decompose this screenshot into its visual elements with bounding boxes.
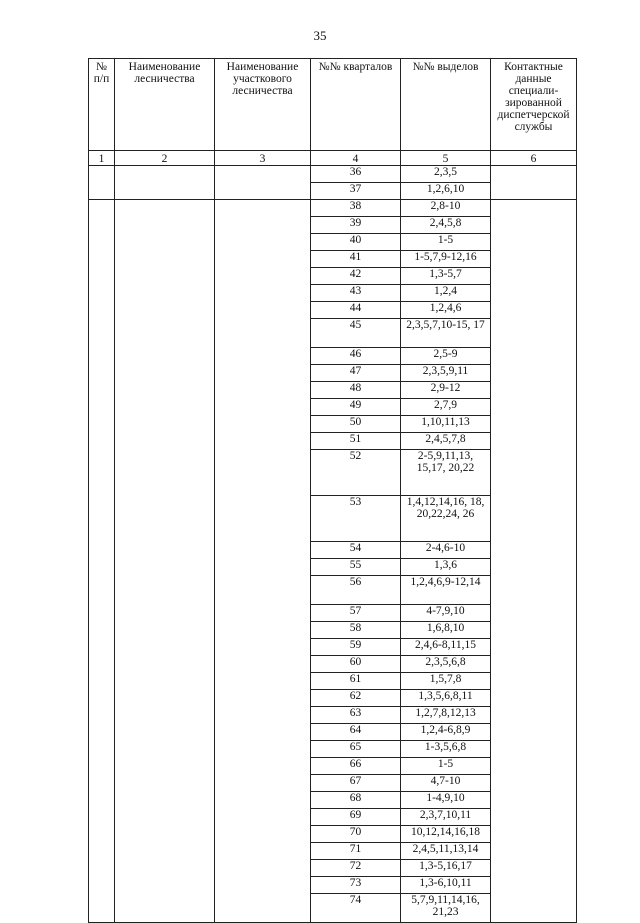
- plots-cell: 2,5-9: [401, 348, 491, 365]
- quarter-cell: 51: [311, 433, 401, 450]
- plots-cell: 2,3,5,9,11: [401, 365, 491, 382]
- quarter-cell: 74: [311, 894, 401, 923]
- plots-cell: 2,3,5,6,8: [401, 656, 491, 673]
- quarter-cell: 68: [311, 792, 401, 809]
- plots-cell: 1,3-5,7: [401, 268, 491, 285]
- plots-cell: 1,3-6,10,11: [401, 877, 491, 894]
- plots-cell: 4,7-10: [401, 775, 491, 792]
- plots-cell: 1,5,7,8: [401, 673, 491, 690]
- plots-cell: 1-4,9,10: [401, 792, 491, 809]
- quarter-cell: 66: [311, 758, 401, 775]
- quarter-cell: 63: [311, 707, 401, 724]
- empty-cell: [115, 200, 215, 923]
- plots-cell: 10,12,14,16,18: [401, 826, 491, 843]
- header-number-cell: 4: [311, 151, 401, 166]
- header-number-row: [89, 151, 577, 166]
- empty-cell: [115, 166, 215, 200]
- quarter-cell: 40: [311, 234, 401, 251]
- table-row: [89, 166, 577, 183]
- table-row: [89, 200, 577, 217]
- quarter-cell: 38: [311, 200, 401, 217]
- plots-cell: 1,2,4-6,8,9: [401, 724, 491, 741]
- quarter-cell: 46: [311, 348, 401, 365]
- plots-cell: 4-7,9,10: [401, 605, 491, 622]
- quarter-cell: 64: [311, 724, 401, 741]
- plots-cell: 1-3,5,6,8: [401, 741, 491, 758]
- quarter-cell: 58: [311, 622, 401, 639]
- quarter-cell: 56: [311, 576, 401, 605]
- plots-cell: 2-5,9,11,13, 15,17, 20,22: [401, 450, 491, 496]
- header-number-cell: 3: [215, 151, 311, 166]
- quarter-cell: 50: [311, 416, 401, 433]
- plots-cell: 1,4,12,14,16, 18, 20,22,24, 26: [401, 496, 491, 542]
- quarter-cell: 65: [311, 741, 401, 758]
- quarter-cell: 73: [311, 877, 401, 894]
- empty-cell: [215, 200, 311, 923]
- quarter-cell: 41: [311, 251, 401, 268]
- empty-cell: [215, 166, 311, 200]
- quarter-cell: 42: [311, 268, 401, 285]
- quarter-cell: 43: [311, 285, 401, 302]
- header-contacts: Контактные данные специали-зированной диспетчерской службы: [491, 59, 577, 151]
- plots-cell: 1-5,7,9-12,16: [401, 251, 491, 268]
- quarter-cell: 44: [311, 302, 401, 319]
- header-number: № п/п: [89, 59, 115, 151]
- quarter-cell: 71: [311, 843, 401, 860]
- header-district-forestry: Наименование участкового лесничества: [215, 59, 311, 151]
- plots-cell: 1,3-5,16,17: [401, 860, 491, 877]
- quarter-cell: 57: [311, 605, 401, 622]
- quarter-cell: 54: [311, 542, 401, 559]
- quarter-cell: 67: [311, 775, 401, 792]
- header-forestry: Наименование лесничества: [115, 59, 215, 151]
- quarter-cell: 36: [311, 166, 401, 183]
- plots-cell: 1,2,7,8,12,13: [401, 707, 491, 724]
- plots-cell: 2,3,5: [401, 166, 491, 183]
- quarter-cell: 52: [311, 450, 401, 496]
- header-number-cell: 2: [115, 151, 215, 166]
- quarter-cell: 37: [311, 183, 401, 200]
- plots-cell: 1-5: [401, 234, 491, 251]
- plots-cell: 1,3,6: [401, 559, 491, 576]
- page-number: 35: [313, 28, 327, 43]
- quarter-cell: 53: [311, 496, 401, 542]
- plots-cell: 2,3,5,7,10-15, 17: [401, 319, 491, 348]
- quarter-cell: 61: [311, 673, 401, 690]
- header-plots: №№ выделов: [401, 59, 491, 151]
- plots-cell: 5,7,9,11,14,16, 21,23: [401, 894, 491, 923]
- quarter-cell: 55: [311, 559, 401, 576]
- table-body-group-1: [89, 166, 577, 200]
- plots-cell: 1,6,8,10: [401, 622, 491, 639]
- contacts-cell: [491, 166, 577, 200]
- quarter-cell: 49: [311, 399, 401, 416]
- header-number-cell: 1: [89, 151, 115, 166]
- header-row: [89, 59, 577, 151]
- quarter-cell: 69: [311, 809, 401, 826]
- plots-cell: 1,2,4,6,9-12,14: [401, 576, 491, 605]
- header-quarters: №№ кварталов: [311, 59, 401, 151]
- quarter-cell: 60: [311, 656, 401, 673]
- quarter-cell: 70: [311, 826, 401, 843]
- quarter-cell: 72: [311, 860, 401, 877]
- header-number-cell: 6: [491, 151, 577, 166]
- quarter-cell: 47: [311, 365, 401, 382]
- plots-cell: 1,2,4: [401, 285, 491, 302]
- plots-cell: 2,9-12: [401, 382, 491, 399]
- forestry-table: [88, 58, 577, 923]
- quarter-cell: 39: [311, 217, 401, 234]
- plots-cell: 1-5: [401, 758, 491, 775]
- plots-cell: 2,7,9: [401, 399, 491, 416]
- plots-cell: 2,4,5,8: [401, 217, 491, 234]
- plots-cell: 2,4,6-8,11,15: [401, 639, 491, 656]
- plots-cell: 1,2,4,6: [401, 302, 491, 319]
- quarter-cell: 62: [311, 690, 401, 707]
- plots-cell: 1,3,5,6,8,11: [401, 690, 491, 707]
- plots-cell: 1,2,6,10: [401, 183, 491, 200]
- plots-cell: 2-4,6-10: [401, 542, 491, 559]
- plots-cell: 2,3,7,10,11: [401, 809, 491, 826]
- quarter-cell: 48: [311, 382, 401, 399]
- contacts-cell: [491, 200, 577, 923]
- header-number-cell: 5: [401, 151, 491, 166]
- plots-cell: 2,4,5,7,8: [401, 433, 491, 450]
- table-body-group-2: [89, 200, 577, 923]
- quarter-cell: 45: [311, 319, 401, 348]
- quarter-cell: 59: [311, 639, 401, 656]
- plots-cell: 2,8-10: [401, 200, 491, 217]
- plots-cell: 2,4,5,11,13,14: [401, 843, 491, 860]
- empty-cell: [89, 200, 115, 923]
- plots-cell: 1,10,11,13: [401, 416, 491, 433]
- empty-cell: [89, 166, 115, 200]
